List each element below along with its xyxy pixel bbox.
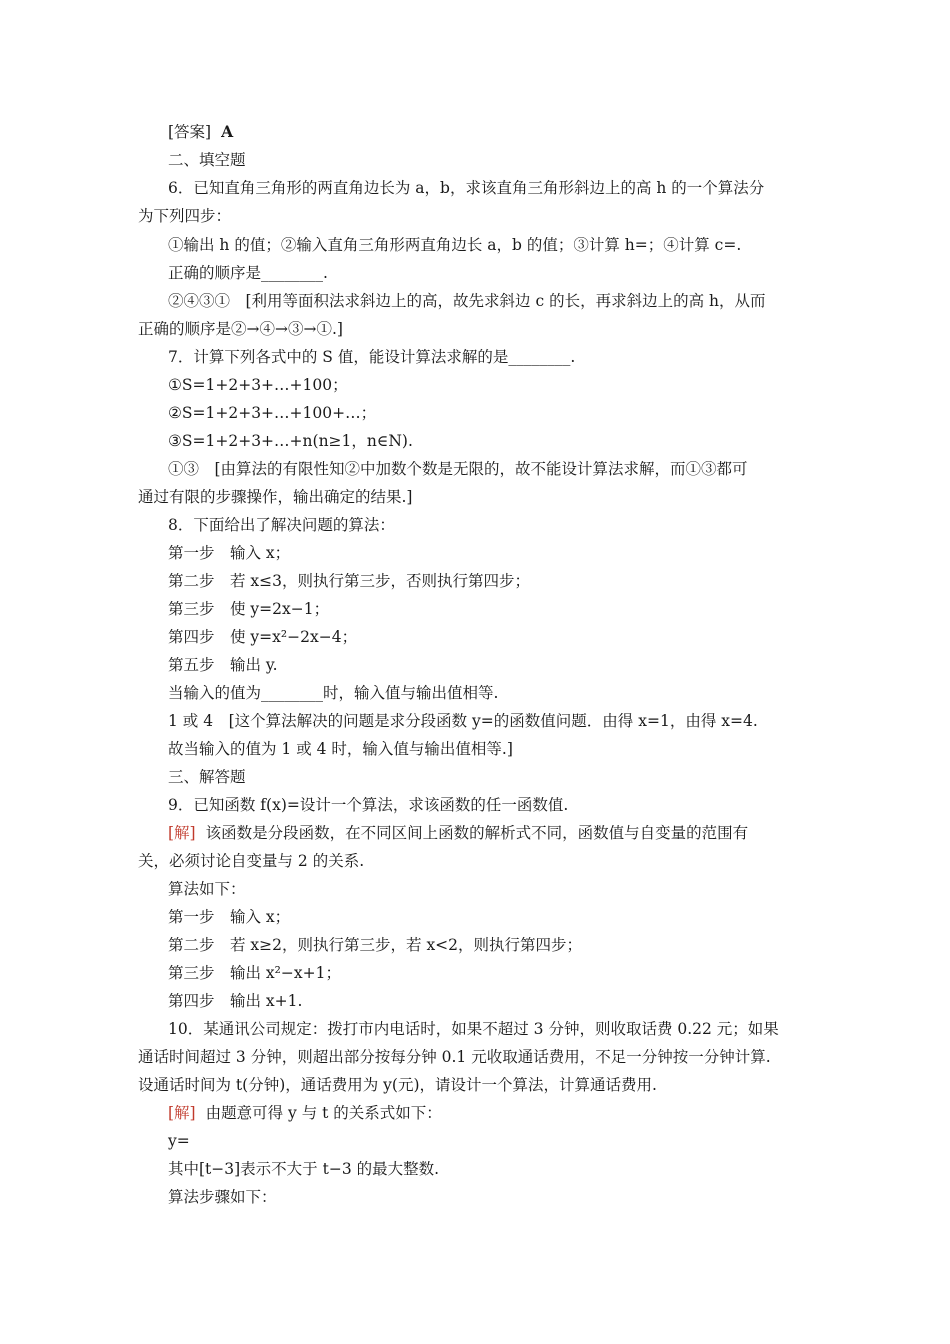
algorithm-step: 第四步 输出 x+1. [168, 992, 303, 1010]
algorithm-step: 第四步 使 y=x²−2x−4； [168, 628, 358, 646]
algorithm-step: 第二步 若 x≥2，则执行第三步，若 x<2，则执行第四步； [168, 936, 583, 954]
solution-text: 由题意可得 y 与 t 的关系式如下： [205, 1104, 442, 1122]
answer-value: A [221, 122, 234, 141]
question-text: 8．下面给出了解决问题的算法： [168, 516, 395, 534]
question-text: 10．某通讯公司规定：拨打市内电话时，如果不超过 3 分钟，则收取话费 0.22 元；如果 [168, 1020, 779, 1038]
section-heading: 三、解答题 [168, 768, 246, 786]
algorithm-step: 第一步 输入 x； [168, 908, 291, 926]
answer-text: 通过有限的步骤操作，输出确定的结果.] [138, 488, 413, 506]
solution-text: 关，必须讨论自变量与 2 的关系. [138, 852, 365, 870]
solution-line [168, 819, 858, 847]
question-text: 通话时间超过 3 分钟，则超出部分按每分钟 0.1 元收取通话费用，不足一分钟按一分钟计算. [138, 1048, 771, 1066]
question-text: 设通话时间为 t(分钟)，通话费用为 y(元)，请设计一个算法，计算通话费用. [138, 1076, 657, 1094]
algorithm-step: 第五步 输出 y. [168, 656, 278, 674]
solution-label: [解] [168, 1104, 196, 1122]
algorithm-step: 第一步 输入 x； [168, 544, 291, 562]
question-text: 当输入的值为________时，输入值与输出值相等. [168, 684, 499, 702]
solution-line [168, 1099, 858, 1127]
question-item: ③S=1+2+3+…+n(n≥1，n∈N). [168, 432, 413, 450]
solution-label: [解] [168, 824, 196, 842]
answer-line [168, 118, 858, 146]
solution-text: 其中[t−3]表示不大于 t−3 的最大整数. [168, 1160, 440, 1178]
answer-text: 故当输入的值为 1 或 4 时，输入值与输出值相等.] [168, 740, 513, 758]
answer-text: 正确的顺序是②→④→③→①.] [138, 320, 343, 338]
answer-text: ②④③① [利用等面积法求斜边上的高，故先求斜边 c 的长，再求斜边上的高 h，从而 [168, 292, 766, 310]
solution-text: 算法步骤如下： [168, 1188, 277, 1206]
algorithm-step: 第二步 若 x≤3，则执行第三步，否则执行第四步； [168, 572, 531, 590]
question-text: 正确的顺序是________. [168, 264, 328, 282]
answer-text: ①③ [由算法的有限性知②中加数个数是无限的，故不能设计算法求解，而①③都可 [168, 460, 748, 478]
formula-line: y= [168, 1132, 190, 1150]
question-text: 9．已知函数 f(x)=设计一个算法，求该函数的任一函数值. [168, 796, 569, 814]
question-text: 6．已知直角三角形的两直角边长为 a，b，求该直角三角形斜边上的高 h 的一个算法分 [168, 179, 765, 197]
question-text: 为下列四步： [138, 207, 232, 225]
answer-label: [答案] [168, 123, 212, 141]
question-text: ①输出 h 的值；②输入直角三角形两直角边长 a，b 的值；③计算 h=；④计算 c=. [168, 236, 742, 254]
section-heading: 二、填空题 [168, 151, 246, 169]
question-text: 7．计算下列各式中的 S 值，能设计算法求解的是________. [168, 348, 576, 366]
question-item: ①S=1+2+3+…+100； [168, 376, 348, 394]
solution-text: 算法如下： [168, 880, 246, 898]
solution-text: 该函数是分段函数，在不同区间上函数的解析式不同，函数值与自变量的范围有 [205, 824, 749, 842]
answer-text: 1 或 4 [这个算法解决的问题是求分段函数 y=的函数值问题．由得 x=1，由得 x=4. [168, 712, 758, 730]
question-item: ②S=1+2+3+…+100+…； [168, 404, 377, 422]
algorithm-step: 第三步 输出 x²−x+1； [168, 964, 341, 982]
algorithm-step: 第三步 使 y=2x−1； [168, 600, 330, 618]
